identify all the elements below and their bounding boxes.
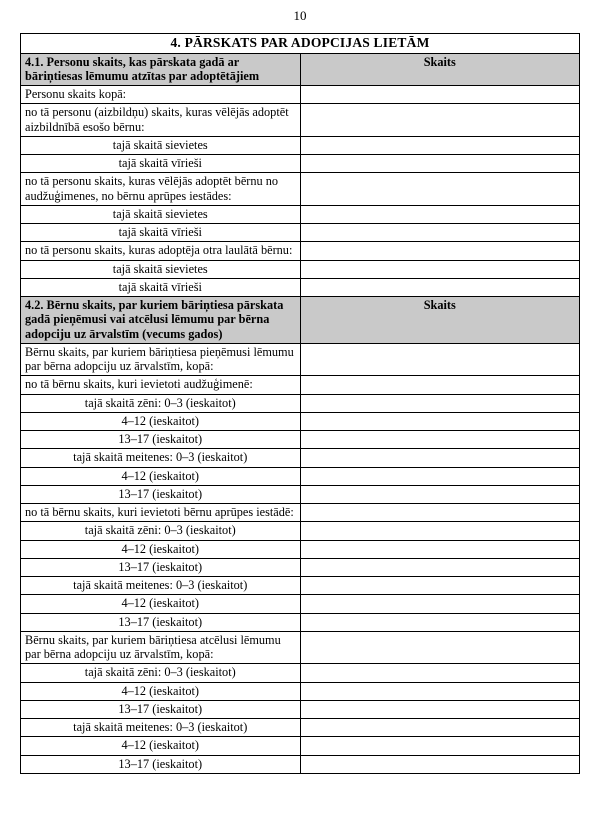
- row-value-cell[interactable]: [300, 613, 580, 631]
- row-value-cell[interactable]: [300, 412, 580, 430]
- row-label: 4–12 (ieskaitot): [21, 737, 301, 755]
- row-label: no tā personu skaits, kuras adoptēja otra laulātā bērnu:: [21, 242, 301, 260]
- row-value-cell[interactable]: [300, 737, 580, 755]
- row-label: tajā skaitā vīrieši: [21, 155, 301, 173]
- row-label: 13–17 (ieskaitot): [21, 431, 301, 449]
- table-row: [21, 682, 580, 700]
- row-label: 4–12 (ieskaitot): [21, 540, 301, 558]
- row-value-cell[interactable]: [300, 242, 580, 260]
- row-label: tajā skaitā meitenes: 0–3 (ieskaitot): [21, 577, 301, 595]
- table-row: [21, 136, 580, 154]
- row-value-cell[interactable]: [300, 431, 580, 449]
- row-label: 4–12 (ieskaitot): [21, 682, 301, 700]
- table-row: [21, 595, 580, 613]
- row-label: tajā skaitā zēni: 0–3 (ieskaitot): [21, 394, 301, 412]
- table-row: [21, 737, 580, 755]
- table-row: [21, 664, 580, 682]
- report-title: 4. PĀRSKATS PAR ADOPCIJAS LIETĀM: [21, 34, 580, 54]
- row-label: 4–12 (ieskaitot): [21, 595, 301, 613]
- table-row: [21, 504, 580, 522]
- page-number: 10: [293, 8, 307, 23]
- row-value-cell[interactable]: [300, 278, 580, 296]
- row-label: tajā skaitā meitenes: 0–3 (ieskaitot): [21, 449, 301, 467]
- row-value-cell[interactable]: [300, 577, 580, 595]
- row-value-cell[interactable]: [300, 595, 580, 613]
- table-row: [21, 485, 580, 503]
- row-value-cell[interactable]: [300, 664, 580, 682]
- row-value-cell[interactable]: [300, 682, 580, 700]
- section-header-label: 4.1. Personu skaits, kas pārskata gadā ar bāriņtiesas lēmumu atzītas par adoptētājiem: [21, 53, 301, 86]
- row-value-cell[interactable]: [300, 700, 580, 718]
- row-label: 13–17 (ieskaitot): [21, 700, 301, 718]
- row-label: tajā skaitā sievietes: [21, 260, 301, 278]
- section-header-label: 4.2. Bērnu skaits, par kuriem bāriņtiesa pārskata gadā pieņēmusi vai atcēlusi lēmumu par bērna adopciju uz ārvalstīm (vecums gados): [21, 297, 301, 344]
- row-label: 4–12 (ieskaitot): [21, 467, 301, 485]
- table-row: [21, 260, 580, 278]
- table-row: [21, 104, 580, 137]
- table-row: [21, 467, 580, 485]
- table-row: [21, 278, 580, 296]
- row-value-cell[interactable]: [300, 260, 580, 278]
- row-label: tajā skaitā sievietes: [21, 205, 301, 223]
- row-label: no tā bērnu skaits, kuri ievietoti bērnu aprūpes iestādē:: [21, 504, 301, 522]
- row-label: Bērnu skaits, par kuriem bāriņtiesa atcēlusi lēmumu par bērna adopciju uz ārvalstīm, kopā:: [21, 631, 301, 664]
- section-count-header: Skaits: [300, 297, 580, 344]
- table-row: [21, 155, 580, 173]
- row-value-cell[interactable]: [300, 224, 580, 242]
- table-row: [21, 540, 580, 558]
- table-row: [21, 173, 580, 206]
- row-label: Personu skaits kopā:: [21, 86, 301, 104]
- row-value-cell[interactable]: [300, 540, 580, 558]
- table-row: [21, 755, 580, 773]
- table-row: [21, 224, 580, 242]
- table-row: [21, 558, 580, 576]
- table-row: [21, 613, 580, 631]
- row-label: 13–17 (ieskaitot): [21, 755, 301, 773]
- table-row: [21, 205, 580, 223]
- row-label: tajā skaitā vīrieši: [21, 278, 301, 296]
- row-label: Bērnu skaits, par kuriem bāriņtiesa pieņēmusi lēmumu par bērna adopciju uz ārvalstīm, kopā:: [21, 343, 301, 376]
- row-value-cell[interactable]: [300, 173, 580, 206]
- table-row: [21, 86, 580, 104]
- report-rows: [21, 53, 580, 773]
- table-row: [21, 242, 580, 260]
- table-title-row: [21, 34, 580, 54]
- row-label: 4–12 (ieskaitot): [21, 412, 301, 430]
- table-row: [21, 394, 580, 412]
- row-value-cell[interactable]: [300, 155, 580, 173]
- row-label: tajā skaitā zēni: 0–3 (ieskaitot): [21, 664, 301, 682]
- row-value-cell[interactable]: [300, 136, 580, 154]
- row-value-cell[interactable]: [300, 86, 580, 104]
- adoption-report-table: [20, 33, 580, 774]
- section-header-row: [21, 297, 580, 344]
- row-value-cell[interactable]: [300, 719, 580, 737]
- row-value-cell[interactable]: [300, 504, 580, 522]
- row-value-cell[interactable]: [300, 343, 580, 376]
- table-row: [21, 522, 580, 540]
- row-value-cell[interactable]: [300, 522, 580, 540]
- row-value-cell[interactable]: [300, 205, 580, 223]
- section-count-header: Skaits: [300, 53, 580, 86]
- table-row: [21, 577, 580, 595]
- row-label: tajā skaitā zēni: 0–3 (ieskaitot): [21, 522, 301, 540]
- row-label: no tā personu (aizbildņu) skaits, kuras vēlējās adoptēt aizbildnībā esošo bērnu:: [21, 104, 301, 137]
- table-row: [21, 431, 580, 449]
- row-label: 13–17 (ieskaitot): [21, 485, 301, 503]
- row-label: tajā skaitā meitenes: 0–3 (ieskaitot): [21, 719, 301, 737]
- row-label: tajā skaitā vīrieši: [21, 224, 301, 242]
- table-row: [21, 631, 580, 664]
- table-row: [21, 376, 580, 394]
- row-value-cell[interactable]: [300, 104, 580, 137]
- table-row: [21, 412, 580, 430]
- row-value-cell[interactable]: [300, 485, 580, 503]
- row-value-cell[interactable]: [300, 558, 580, 576]
- row-value-cell[interactable]: [300, 631, 580, 664]
- row-label: no tā bērnu skaits, kuri ievietoti audžuģimenē:: [21, 376, 301, 394]
- row-value-cell[interactable]: [300, 755, 580, 773]
- table-row: [21, 700, 580, 718]
- report-table-body: [21, 34, 580, 54]
- row-value-cell[interactable]: [300, 467, 580, 485]
- row-value-cell[interactable]: [300, 394, 580, 412]
- table-row: [21, 719, 580, 737]
- row-value-cell[interactable]: [300, 449, 580, 467]
- table-row: [21, 343, 580, 376]
- row-label: tajā skaitā sievietes: [21, 136, 301, 154]
- table-row: [21, 449, 580, 467]
- row-value-cell[interactable]: [300, 376, 580, 394]
- row-label: no tā personu skaits, kuras vēlējās adoptēt bērnu no audžuģimenes, no bērnu aprūpes iestādes:: [21, 173, 301, 206]
- section-header-row: [21, 53, 580, 86]
- row-label: 13–17 (ieskaitot): [21, 613, 301, 631]
- report-table-container: [20, 33, 580, 774]
- row-label: 13–17 (ieskaitot): [21, 558, 301, 576]
